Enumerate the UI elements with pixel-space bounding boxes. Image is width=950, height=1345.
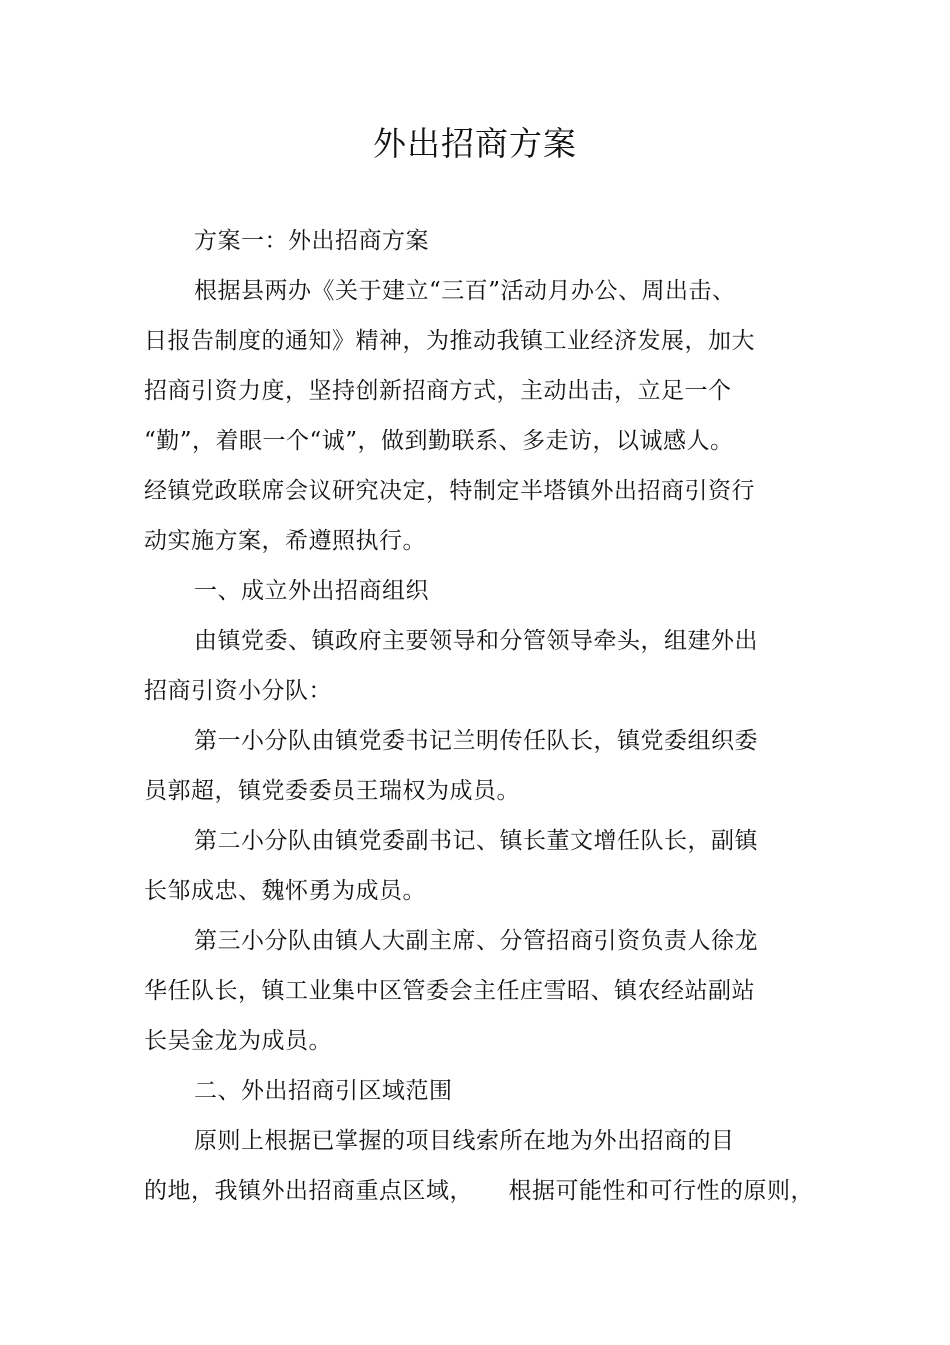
paragraph-line: 根据县两办《关于建立“三百”活动月办公、周出击、 <box>194 278 736 304</box>
paragraph-line: 方案一：外出招商方案 <box>194 228 429 254</box>
paragraph-line: 原则上根据已掌握的项目线索所在地为外出招商的目 <box>194 1128 735 1154</box>
paragraph-line: 员郭超，镇党委委员王瑞权为成员。 <box>144 778 520 804</box>
paragraph-line: 长吴金龙为成员。 <box>144 1028 332 1054</box>
paragraph-line: 华任队长，镇工业集中区管委会主任庄雪昭、镇农经站副站 <box>144 978 755 1004</box>
paragraph-line: 的地，我镇外出招商重点区域， 根据可能性和可行性的原则， <box>144 1178 814 1204</box>
document-title: 外出招商方案 <box>373 124 577 163</box>
section-heading: 二、外出招商引区域范围 <box>194 1078 453 1104</box>
paragraph-line: 日报告制度的通知》精神，为推动我镇工业经济发展，加大 <box>144 328 755 354</box>
paragraph-line: 招商引资力度，坚持创新招商方式，主动出击，立足一个 <box>144 378 732 404</box>
paragraph-line: 第二小分队由镇党委副书记、镇长董文增任队长，副镇 <box>194 828 758 854</box>
paragraph-line: 第一小分队由镇党委书记兰明传任队长，镇党委组织委 <box>194 728 758 754</box>
paragraph-line: 招商引资小分队： <box>144 678 332 704</box>
paragraph-line: 由镇党委、镇政府主要领导和分管领导牵头，组建外出 <box>194 628 758 654</box>
paragraph-line: 动实施方案，希遵照执行。 <box>144 528 426 554</box>
section-heading: 一、成立外出招商组织 <box>194 578 429 604</box>
paragraph-line: 经镇党政联席会议研究决定，特制定半塔镇外出招商引资行 <box>144 478 755 504</box>
paragraph-line: 第三小分队由镇人大副主席、分管招商引资负责人徐龙 <box>194 928 758 954</box>
paragraph-line: 长邹成忠、魏怀勇为成员。 <box>144 878 426 904</box>
paragraph-line: “勤”，着眼一个“诚”，做到勤联系、多走访，以诚感人。 <box>144 428 734 454</box>
